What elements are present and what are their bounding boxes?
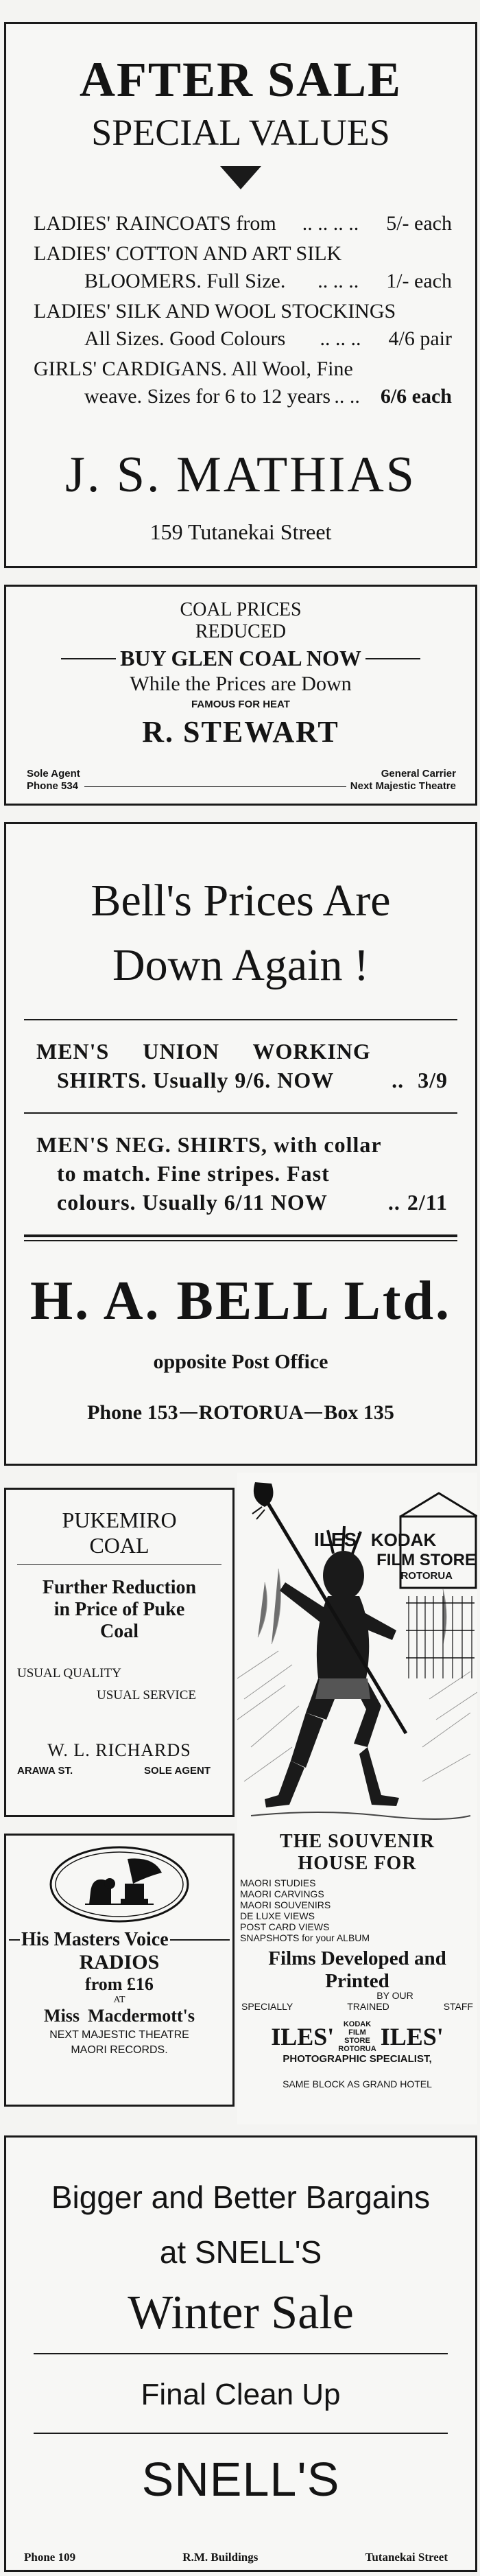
pukemiro-name: W. L. RICHARDS	[47, 1740, 191, 1760]
iles-logo-mid-4: ROTORUA	[338, 2045, 376, 2053]
list-item: DE LUXE VIEWS	[240, 1910, 315, 1921]
leader-dots: .. .. ..	[317, 270, 359, 292]
mathias-item-list	[6, 210, 475, 410]
bell-item-1-title	[36, 1037, 448, 1066]
his-masters-voice-logo	[44, 1844, 195, 1925]
stewart-right2: Next Majestic Theatre	[350, 780, 456, 792]
list-item: MAORI SOUVENIRS	[240, 1899, 331, 1910]
radios-location: NEXT MAJESTIC THEATRE	[49, 2029, 189, 2041]
bell-box: Box 135	[324, 1401, 394, 1424]
leader-dots: .. .. .. ..	[302, 212, 359, 235]
mathias-item	[34, 298, 452, 353]
radios-brand: His Masters Voice	[21, 1929, 169, 1950]
bell-store-name: H. A. BELL Ltd.	[29, 1271, 452, 1331]
snell-footer	[24, 2551, 448, 2564]
iles-sign-text	[314, 1529, 477, 1582]
radios-at: AT	[113, 1995, 125, 2005]
iles-advert	[237, 1473, 477, 2124]
pukemiro-body-1: Further Reduction	[42, 1577, 197, 1598]
item-price: 1/- each	[386, 270, 452, 292]
stewart-name: R. STEWART	[142, 715, 339, 749]
snell-line-1: Bigger and Better Bargains	[51, 2179, 431, 2215]
divider	[180, 1412, 197, 1414]
bell-item-2	[6, 1114, 475, 1217]
item-text: LADIES' RAINCOATS from	[34, 212, 276, 235]
mathias-item	[34, 210, 452, 237]
bell-item-1	[6, 1020, 475, 1094]
radios-miss: Miss	[44, 2006, 80, 2026]
stewart-line3: BUY GLEN COAL NOW	[120, 646, 361, 670]
pukemiro-title-1: PUKEMIRO	[62, 1508, 177, 1532]
radios-price: from £16	[85, 1974, 154, 1994]
leader-dots: .. ..	[334, 385, 360, 408]
iles-block: SAME BLOCK AS GRAND HOTEL	[283, 2079, 432, 2089]
iles-sign-1: ILES'	[314, 1529, 361, 1550]
divider	[34, 2433, 448, 2434]
iles-films-2: Printed	[325, 1970, 389, 1992]
iles-list	[237, 1877, 477, 1943]
item-price: 3/9	[418, 1068, 448, 1092]
iles-sign-3: FILM STORE	[376, 1551, 476, 1569]
mathias-address: 159 Tutanekai Street	[149, 519, 332, 544]
divider	[61, 658, 116, 659]
iles-trained: TRAINED	[347, 2001, 389, 2012]
snell-phone: Phone 109	[24, 2551, 76, 2564]
iles-sign-2: KODAK	[370, 1530, 437, 1550]
item-text: LADIES' COTTON AND ART SILK	[34, 242, 342, 265]
radios-product: RADIOS	[79, 1951, 160, 1974]
bell-item-1-price-row	[36, 1066, 448, 1094]
item-text: BLOOMERS. Full Size.	[84, 270, 286, 292]
stewart-line1: COAL PRICES	[180, 599, 302, 620]
iles-logo-mid-2: FILM	[348, 2028, 366, 2037]
list-item: POST CARD VIEWS	[240, 1921, 330, 1932]
iles-text	[237, 1831, 477, 2089]
mathias-subtitle: SPECIAL VALUES	[91, 112, 390, 153]
iles-sign-4: ROTORUA	[400, 1570, 453, 1582]
mathias-item	[34, 240, 452, 295]
gramophone-dog-icon	[44, 1844, 195, 1925]
item-price: 2/11	[407, 1190, 448, 1215]
iles-staff-row	[237, 2001, 477, 2012]
iles-logo-left: ILES'	[271, 2023, 335, 2050]
pukemiro-quality: USUAL QUALITY	[17, 1666, 121, 1681]
divider	[24, 1234, 457, 1237]
stewart-line5: FAMOUS FOR HEAT	[191, 699, 290, 710]
list-item: MAORI STUDIES	[240, 1877, 316, 1888]
radios-shop-row	[6, 2006, 232, 2026]
bell-phone: Phone 153	[87, 1401, 178, 1424]
divider	[170, 1939, 230, 1941]
item-text: to match. Fine stripes. Fast	[57, 1161, 330, 1186]
maori-warrior-icon	[237, 1473, 477, 1829]
snell-line-4: Final Clean Up	[141, 2378, 341, 2411]
bell-item-2-price-row	[36, 1188, 448, 1217]
stewart-line2: REDUCED	[195, 621, 287, 642]
stewart-left1: Sole Agent	[27, 768, 80, 780]
mathias-store-name: J. S. MATHIAS	[65, 447, 416, 503]
iles-staff: STAFF	[443, 2001, 473, 2012]
item-text: MEN'S NEG. SHIRTS, with collar	[36, 1132, 382, 1157]
bell-advert	[4, 822, 477, 1466]
divider	[9, 1939, 20, 1941]
snell-line-3: Winter Sale	[128, 2286, 354, 2339]
leader-dots: ..	[387, 1190, 400, 1215]
radios-brand-row	[9, 1929, 230, 1951]
radios-advert	[4, 1834, 235, 2107]
iles-souvenir-2: HOUSE FOR	[298, 1853, 417, 1874]
item-text: All Sizes. Good Colours	[84, 327, 286, 350]
iles-logo-right: ILES'	[380, 2023, 444, 2050]
stewart-left2: Phone 534	[27, 780, 79, 792]
leader-dots: ..	[392, 1068, 405, 1092]
divider	[365, 658, 420, 659]
item-text: LADIES' SILK AND WOOL STOCKINGS	[34, 300, 396, 323]
mathias-item	[34, 355, 452, 410]
iles-logo-row	[237, 2020, 477, 2053]
pukemiro-body-3: Coal	[100, 1621, 139, 1642]
list-item: MAORI CARVINGS	[240, 1888, 324, 1899]
bell-contact-row	[6, 1401, 475, 1425]
item-text: weave. Sizes for 6 to 12 years	[84, 385, 331, 408]
bell-headline-1: Bell's Prices Are	[91, 876, 391, 926]
footer-rule	[84, 786, 346, 787]
item-price: 4/6 pair	[388, 327, 452, 350]
pukemiro-body-2: in Price of Puke	[53, 1599, 185, 1620]
snell-buildings: R.M. Buildings	[182, 2551, 259, 2564]
item-text: colours. Usually 6/11 NOW	[57, 1190, 328, 1215]
item-text: GIRLS' CARDIGANS. All Wool, Fine	[34, 358, 353, 380]
stewart-footer	[27, 768, 456, 793]
iles-logo-mid	[338, 2020, 376, 2053]
down-arrow-icon	[220, 166, 261, 189]
item-price: 6/6 each	[380, 385, 452, 408]
stewart-footer-left	[27, 768, 80, 793]
snell-street: Tutanekai Street	[365, 2551, 448, 2564]
pukemiro-title-2: COAL	[89, 1533, 149, 1558]
list-item: SNAPSHOTS for your ALBUM	[240, 1932, 370, 1943]
pukemiro-advert	[4, 1488, 235, 1817]
iles-byour: BY OUR	[376, 1990, 413, 2001]
radios-records: MAORI RECORDS.	[71, 2044, 168, 2056]
divider	[24, 1240, 457, 1241]
stewart-line4: While the Prices are Down	[130, 672, 352, 695]
iles-photographic: PHOTOGRAPHIC SPECIALIST,	[283, 2053, 432, 2065]
iles-films-1: Films Developed and	[268, 1947, 446, 1969]
stewart-advert	[4, 585, 477, 806]
pukemiro-street: ARAWA ST.	[17, 1765, 73, 1777]
iles-souvenir-1: THE SOUVENIR	[280, 1831, 435, 1852]
iles-logo-mid-3: STORE	[344, 2037, 370, 2045]
leader-dots: .. .. ..	[320, 327, 361, 350]
bell-town: ROTORUA	[198, 1401, 304, 1424]
divider	[304, 1412, 322, 1414]
mathias-advert	[4, 22, 477, 568]
radios-shop: Macdermott's	[88, 2006, 195, 2026]
pukemiro-agent: SOLE AGENT	[144, 1765, 211, 1777]
pukemiro-service: USUAL SERVICE	[97, 1688, 197, 1702]
snell-advert	[4, 2135, 477, 2572]
iles-logo-mid-1: KODAK	[343, 2020, 372, 2028]
mathias-title: AFTER SALE	[79, 52, 403, 107]
divider	[34, 2353, 448, 2354]
pukemiro-footer	[14, 1765, 224, 1777]
iles-illustration	[237, 1473, 477, 1829]
item-text: MEN'S UNION WORKING	[36, 1039, 371, 1064]
bell-location: opposite Post Office	[153, 1350, 328, 1373]
snell-store-name: SNELL'S	[141, 2452, 340, 2506]
stewart-buy-row	[61, 646, 420, 671]
divider	[17, 1564, 221, 1565]
stewart-right1: General Carrier	[381, 768, 456, 780]
stewart-footer-right	[350, 768, 456, 793]
item-price: 5/- each	[386, 212, 452, 235]
bell-headline-2: Down Again !	[112, 940, 369, 990]
iles-specially: SPECIALLY	[241, 2001, 293, 2012]
item-text: SHIRTS. Usually 9/6. NOW	[57, 1068, 335, 1092]
snell-line-2: at SNELL'S	[159, 2234, 322, 2270]
